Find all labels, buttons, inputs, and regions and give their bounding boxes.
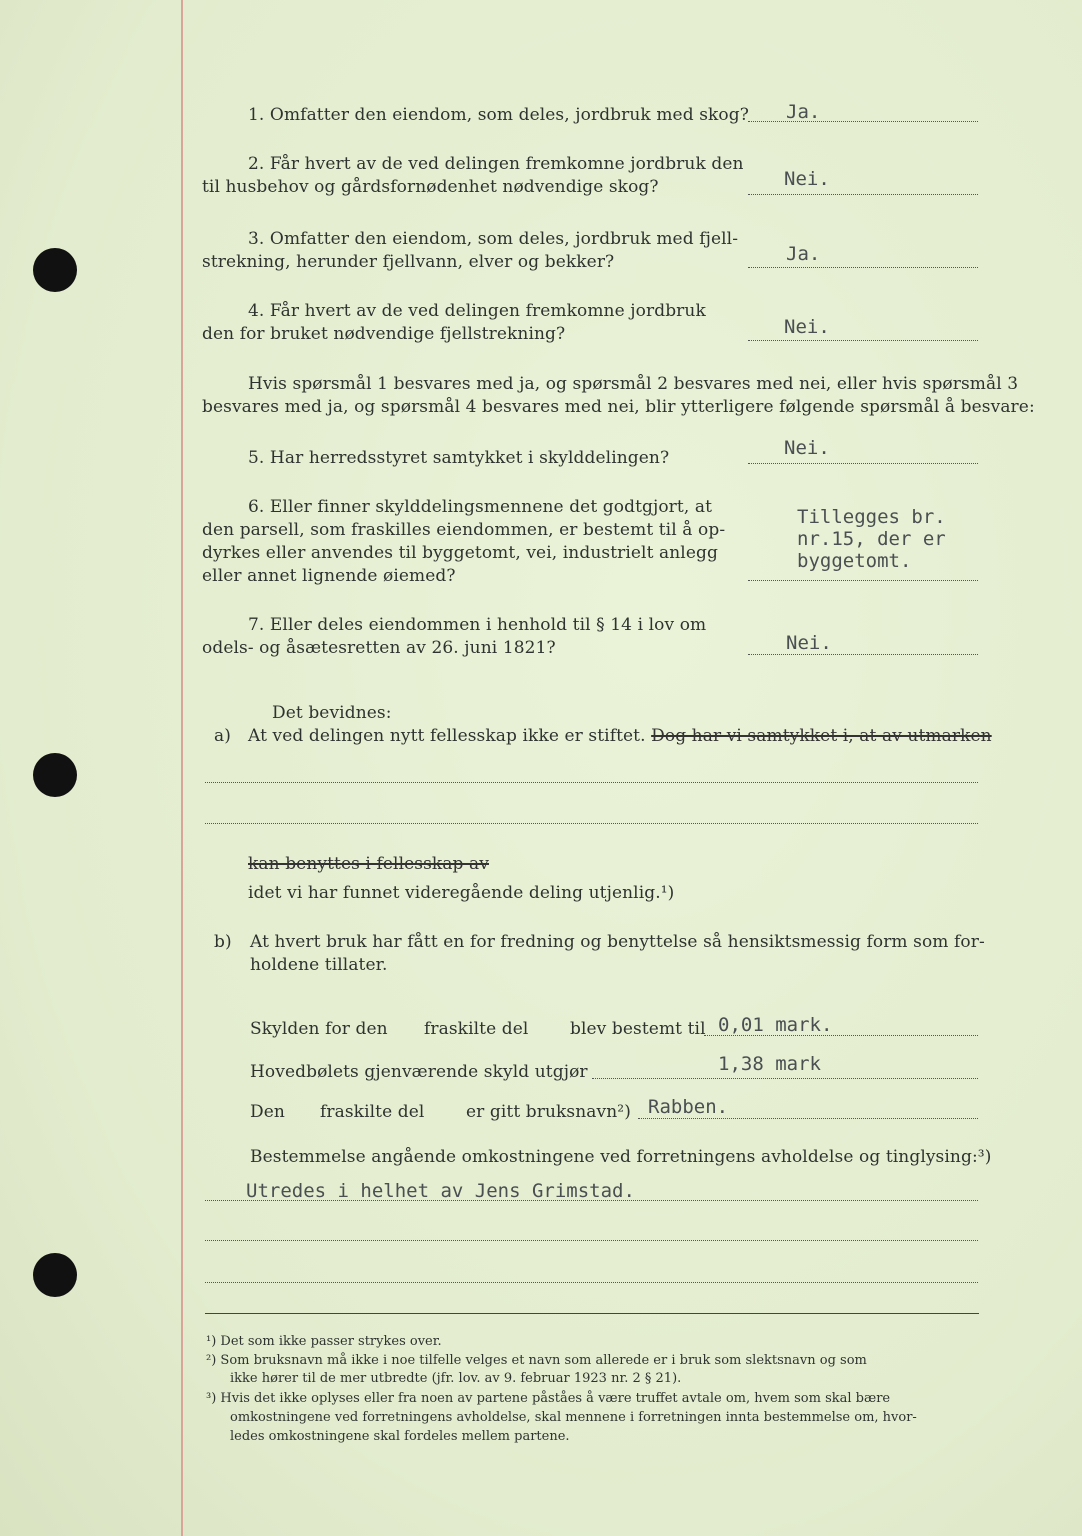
answer-line [748,580,978,581]
footnote-3-line2: omkostningene ved forretningens avholdelse, skal mennene i forretningen innta bestemmelse om, hvor- [230,1410,917,1425]
question-4-line2: den for bruket nødvendige fjellstrekning? [202,324,566,344]
punch-hole [33,1253,77,1297]
answer-line [748,194,978,195]
question-7-line1: 7. Eller deles eiendommen i henhold til § 14 i lov om [248,615,707,635]
question-2-line1: 2. Får hvert av de ved delingen fremkomne jordbruk den [248,154,744,174]
bruksnavn-label: Den [250,1102,285,1122]
footnote-3-line3: ledes omkostningene skal fordeles mellem partene. [230,1429,570,1444]
condition-line1: Hvis spørsmål 1 besvares med ja, og spørsmål 2 besvares med nei, eller hvis spørsmål 3 [248,374,1019,394]
blank-line [205,1200,978,1201]
answer-line [592,1078,978,1079]
bevidnes-title: Det bevidnes: [272,703,392,723]
punch-hole [33,248,77,292]
question-6-line1: 6. Eller finner skylddelingsmennene det godtgjort, at [248,497,713,517]
blank-line [205,823,978,824]
item-a-statement: At ved delingen nytt fellesskap ikke er stiftet. [248,726,646,746]
question-6-line2: den parsell, som fraskilles eiendommen, er bestemt til å op- [202,520,726,540]
skyld-label-c: blev bestemt til [570,1019,706,1039]
item-a-text [248,725,992,748]
answer-4: Nei. [784,316,830,338]
omkostning-value: Utredes i helhet av Jens Grimstad. [246,1180,635,1202]
question-5: 5. Har herredsstyret samtykket i skylddelingen? [248,448,670,468]
skyld-value: 0,01 mark. [718,1014,833,1036]
footnote-rule [205,1313,979,1314]
struck-text: Dog har vi samtykket i, at av utmarken [651,726,992,746]
punch-hole [33,753,77,797]
omkostning-label: Bestemmelse angående omkostningene ved forretningens avholdelse og tinglysing:³) [250,1147,992,1167]
struck-text-2: kan benyttes i fellesskap av [248,854,489,874]
answer-5: Nei. [784,437,830,459]
bruksnavn-label-c: er gitt bruksnavn²) [466,1102,631,1122]
item-a-label: a) [214,726,231,746]
hovedbol-label: Hovedbølets gjenværende skyld utgjør [250,1062,588,1082]
hovedbol-value: 1,38 mark [718,1053,821,1075]
margin-line [181,0,183,1536]
answer-line [748,267,978,268]
footnote-1: ¹) Det som ikke passer strykes over. [206,1334,442,1349]
bruksnavn-label-b: fraskilte del [320,1102,425,1122]
item-a-end: idet vi har funnet videregående deling utjenlig.¹) [248,883,675,903]
question-6-line4: eller annet lignende øiemed? [202,566,456,586]
question-4-line1: 4. Får hvert av de ved delingen fremkomne jordbruk [248,301,706,321]
answer-line [748,121,978,122]
item-b-line1: At hvert bruk har fått en for fredning og benyttelse så hensiktsmessig form som for- [250,932,985,952]
question-3-line2: strekning, herunder fjellvann, elver og bekker? [202,252,615,272]
answer-1: Ja. [786,101,821,123]
footnote-3-line1: ³) Hvis det ikke oplyses eller fra noen av partene påståes å være truffet avtale om, hvem som skal bære [206,1391,891,1406]
answer-line [638,1118,978,1119]
answer-6-line3: byggetomt. [797,550,912,572]
blank-line [205,782,978,783]
bruksnavn-value: Rabben. [648,1096,729,1118]
blank-line [205,1282,978,1283]
skyld-label-b: fraskilte del [424,1019,529,1039]
skyld-label: Skylden for den [250,1019,388,1039]
item-b-line2: holdene tillater. [250,955,388,975]
blank-line [205,1240,978,1241]
item-b-label: b) [214,932,232,952]
condition-line2: besvares med ja, og spørsmål 4 besvares med nei, blir ytterligere følgende spørsmål å besvare: [202,397,1035,417]
question-1: 1. Omfatter den eiendom, som deles, jordbruk med skog? [248,105,749,125]
answer-6-line1: Tillegges br. [797,506,946,528]
answer-line [748,463,978,464]
question-7-line2: odels- og åsætesretten av 26. juni 1821? [202,638,556,658]
answer-7: Nei. [786,632,832,654]
question-3-line1: 3. Omfatter den eiendom, som deles, jordbruk med fjell- [248,229,739,249]
question-2-line2: til husbehov og gårdsfornødenhet nødvendige skog? [202,177,659,197]
answer-line [748,340,978,341]
question-6-line3: dyrkes eller anvendes til byggetomt, vei, industrielt anlegg [202,543,718,563]
answer-3: Ja. [786,243,821,265]
footnote-2-line1: ²) Som bruksnavn må ikke i noe tilfelle velges et navn som allerede er i bruk som slektsnavn og som [206,1353,867,1368]
footnote-2-line2: ikke hører til de mer utbredte (jfr. lov. av 9. februar 1923 nr. 2 § 21). [230,1371,682,1386]
answer-line [748,654,978,655]
answer-6-line2: nr.15, der er [797,528,946,550]
answer-2: Nei. [784,168,830,190]
